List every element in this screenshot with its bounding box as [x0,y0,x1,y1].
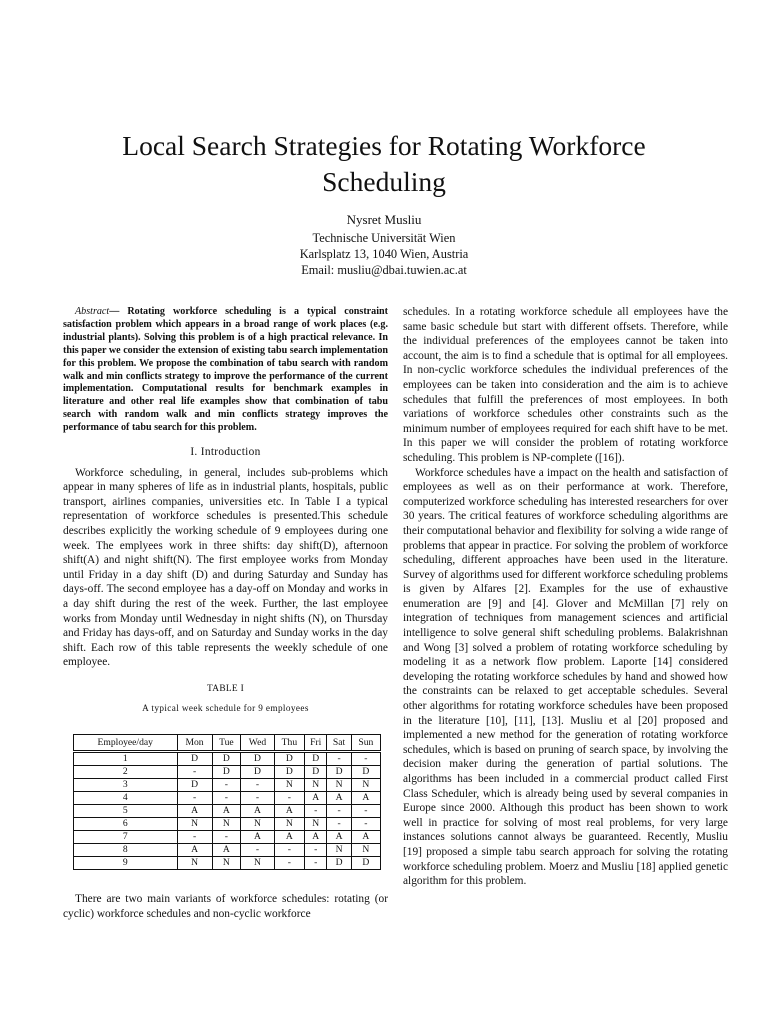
table-cell: D [351,766,380,779]
table-cell: A [241,805,275,818]
table-header-cell: Thu [274,735,304,752]
table-row [74,818,381,831]
table-cell: - [305,844,327,857]
schedule-table [73,734,381,870]
table-cell: 3 [74,779,178,792]
table-cell: N [177,857,212,870]
table-cell: - [241,779,275,792]
right-paragraph-1: schedules. In a rotating workforce schedule all employees have the same basic schedule but start with different offsets. Therefore, while the individual preferences of the employees cannot be taken into account, the aim is to find a schedule that is optimal for all employees. In non-cyclic workforce schedules the individual preferences of the employees can be taken into consideration and the aim is to achieve schedules that fulfill the preferences of most employees. In both variations of workforce schedules other constraints such as the minimum number of employees required for each shift have to be met. In this paper we will consider the problem of rotating workforce scheduling. This problem is NP-complete ([16]). [403,306,728,464]
table-row [74,779,381,792]
table-header-cell: Tue [212,735,241,752]
table-header-row [74,735,381,752]
table-body [74,752,381,870]
table-cell: D [212,752,241,766]
table-cell: N [274,779,304,792]
title-line-1: Local Search Strategies for Rotating Workforce [122,130,646,161]
table-row [74,857,381,870]
author-name: Nysret Musliu [346,212,422,227]
table-cell: N [241,818,275,831]
section-heading-introduction: I. Introduction [190,446,261,459]
table-cell: - [327,818,351,831]
abstract [63,306,388,435]
table-cell: - [241,844,275,857]
table-cell: - [212,831,241,844]
schedule-table-wrapper [63,734,388,870]
table-cell: A [212,844,241,857]
table-cell: - [241,792,275,805]
table-cell: N [351,779,380,792]
table-cell: N [212,857,241,870]
table-header-cell: Fri [305,735,327,752]
table-cell: A [305,792,327,805]
table-cell: 7 [74,831,178,844]
table-cell: D [177,779,212,792]
table-cell: N [212,818,241,831]
table-cell: 2 [74,766,178,779]
table-cell: - [274,857,304,870]
table-cell: 9 [74,857,178,870]
intro-paragraph-1: Workforce scheduling, in general, includes sub-problems which appear in many spheres of life as in industrial plants, hospitals, public transport, airlines companies, universities etc. In Table I a typical representation of workforce schedules is presented.This schedule describes explicitly the working schedule of 9 employees during one week. The emplyees work in three shifts: day shift(D), afternoon shift(A) and night shift(N). The first employee works from Monday until Friday in a day shift (D) and during Saturday and Sunday has days-off. The second employee has a day-off on Monday and works in a day shift during the rest of the week. Further, the last employee works from Monday until Wednesday in night shifts (N), on Thursday and Friday has days-off, and on Saturday and Sunday works in the day shift. Each row of this table represents the weekly schedule of one employee. [63,466,388,669]
table-cell: A [212,805,241,818]
table-row [74,844,381,857]
table-cell: A [274,805,304,818]
table-cell: N [327,844,351,857]
table-cell: - [177,766,212,779]
table-cell: N [177,818,212,831]
table-cell: N [327,779,351,792]
table-cell: - [212,779,241,792]
title-line-2: Scheduling [322,166,446,197]
table-cell: D [351,857,380,870]
right-column [403,305,728,889]
table-cell: 4 [74,792,178,805]
table-cell: A [177,805,212,818]
table-caption: A typical week schedule for 9 employees [142,702,309,713]
author-address: Karlsplatz 13, 1040 Wien, Austria [299,247,469,261]
table-cell: D [212,766,241,779]
table-cell: D [274,752,304,766]
table-cell: 8 [74,844,178,857]
table-cell: A [305,831,327,844]
table-cell: A [241,831,275,844]
table-cell: D [177,752,212,766]
table-cell: D [305,752,327,766]
table-cell: A [351,831,380,844]
table-cell: - [327,805,351,818]
table-cell: - [305,857,327,870]
table-cell: - [212,792,241,805]
table-cell: - [274,792,304,805]
table-cell: D [274,766,304,779]
table-cell: D [241,766,275,779]
table-header-cell: Wed [241,735,275,752]
intro-paragraph-2: There are two main variants of workforce schedules: rotating (or cyclic) workforce schedules and non-cyclic workforce [63,893,388,920]
left-column [63,306,388,921]
table-cell: - [351,805,380,818]
table-row [74,805,381,818]
abstract-label: Abstract [75,306,110,317]
table-header-cell: Employee/day [74,735,178,752]
table-cell: A [274,831,304,844]
paper-title [60,128,708,200]
table-cell: A [327,792,351,805]
table-cell: 1 [74,752,178,766]
author-email: Email: musliu@dbai.tuwien.ac.at [301,263,467,277]
table-cell: - [177,831,212,844]
table-cell: - [177,792,212,805]
table-cell: N [305,779,327,792]
table-cell: D [305,766,327,779]
table-cell: D [241,752,275,766]
table-cell: 5 [74,805,178,818]
author-block [184,212,584,278]
table-cell: - [305,805,327,818]
table-cell: - [327,752,351,766]
author-affiliation: Technische Universität Wien [312,231,456,245]
table-cell: 6 [74,818,178,831]
table-header-cell: Sat [327,735,351,752]
table-row [74,831,381,844]
table-cell: A [327,831,351,844]
abstract-text: — Rotating workforce scheduling is a typical constraint satisfaction problem which appears in a broad range of work places (e.g. industrial plants). Solving this problem is of a high practical relevance. In this paper we consider the extension of existing tabu search implementation for this problem. We propose the combination of tabu search with random walk and min conflicts strategy to improve the performance of the current implementation. Computational results for benchmark examples in literature and other real life examples show that combination of tabu search with random walk and min conflicts strategy improves the performance of tabu search for this problem. [63,306,388,434]
right-paragraph-2: Workforce schedules have a impact on the health and satisfaction of employees as well as on their performance at work. Therefore, computerized workforce scheduling has interested researchers for over 30 years. The critical features of workforce scheduling algorithms are their computational behavior and flexibility for solving a wide range of problems that appear in practice. For solving the problem of workforce scheduling, different approaches have been used in the literature. Survey of algorithms used for different workforce scheduling problems is given by Alfares [2]. Examples for the use of exhaustive enumeration are [9] and [4]. Glover and McMillan [7] rely on integration of techniques from management sciences and artificial intelligence to solve general shift scheduling problems. Balakrishnan and Wong [3] solved a problem of rotating workforce scheduling by modeling it as a network flow problem. Laporte [14] considered developing the rotating workforce schedules by hand and showed how the constraints can be relaxed to get acceptable schedules. Several other algorithms for rotating workforce schedules have been proposed in the literature [10], [11], [13]. Musliu et al [20] proposed and implemented a new method for the generation of rotating workforce schedules, which is based on pruning of search space, by involving the decision maker during the generation of partial solutions. The algorithms has been included in a commercial product called First Class Scheduler, which is already being used by several companies in Europe since 2000. Although this product has been shown to work well in practice for solving of most real problems, for very large instances solutions cannot always be guaranteed. Recently, Musliu [19] proposed a simple tabu search approach for solving the rotating workforce scheduling problem. Moerz and Musliu [18] applied genetic algorithm for this problem. [403,466,728,888]
table-cell: - [274,844,304,857]
table-cell: D [327,857,351,870]
table-header-cell: Mon [177,735,212,752]
table-cell: D [327,766,351,779]
table-cell: A [177,844,212,857]
table-row [74,766,381,779]
table-cell: A [351,792,380,805]
table-cell: - [351,752,380,766]
table-cell: N [241,857,275,870]
table-label: TABLE I [206,683,245,694]
table-cell: N [274,818,304,831]
table-cell: N [351,844,380,857]
table-cell: - [351,818,380,831]
table-cell: N [305,818,327,831]
table-row [74,752,381,766]
table-header-cell: Sun [351,735,380,752]
table-row [74,792,381,805]
